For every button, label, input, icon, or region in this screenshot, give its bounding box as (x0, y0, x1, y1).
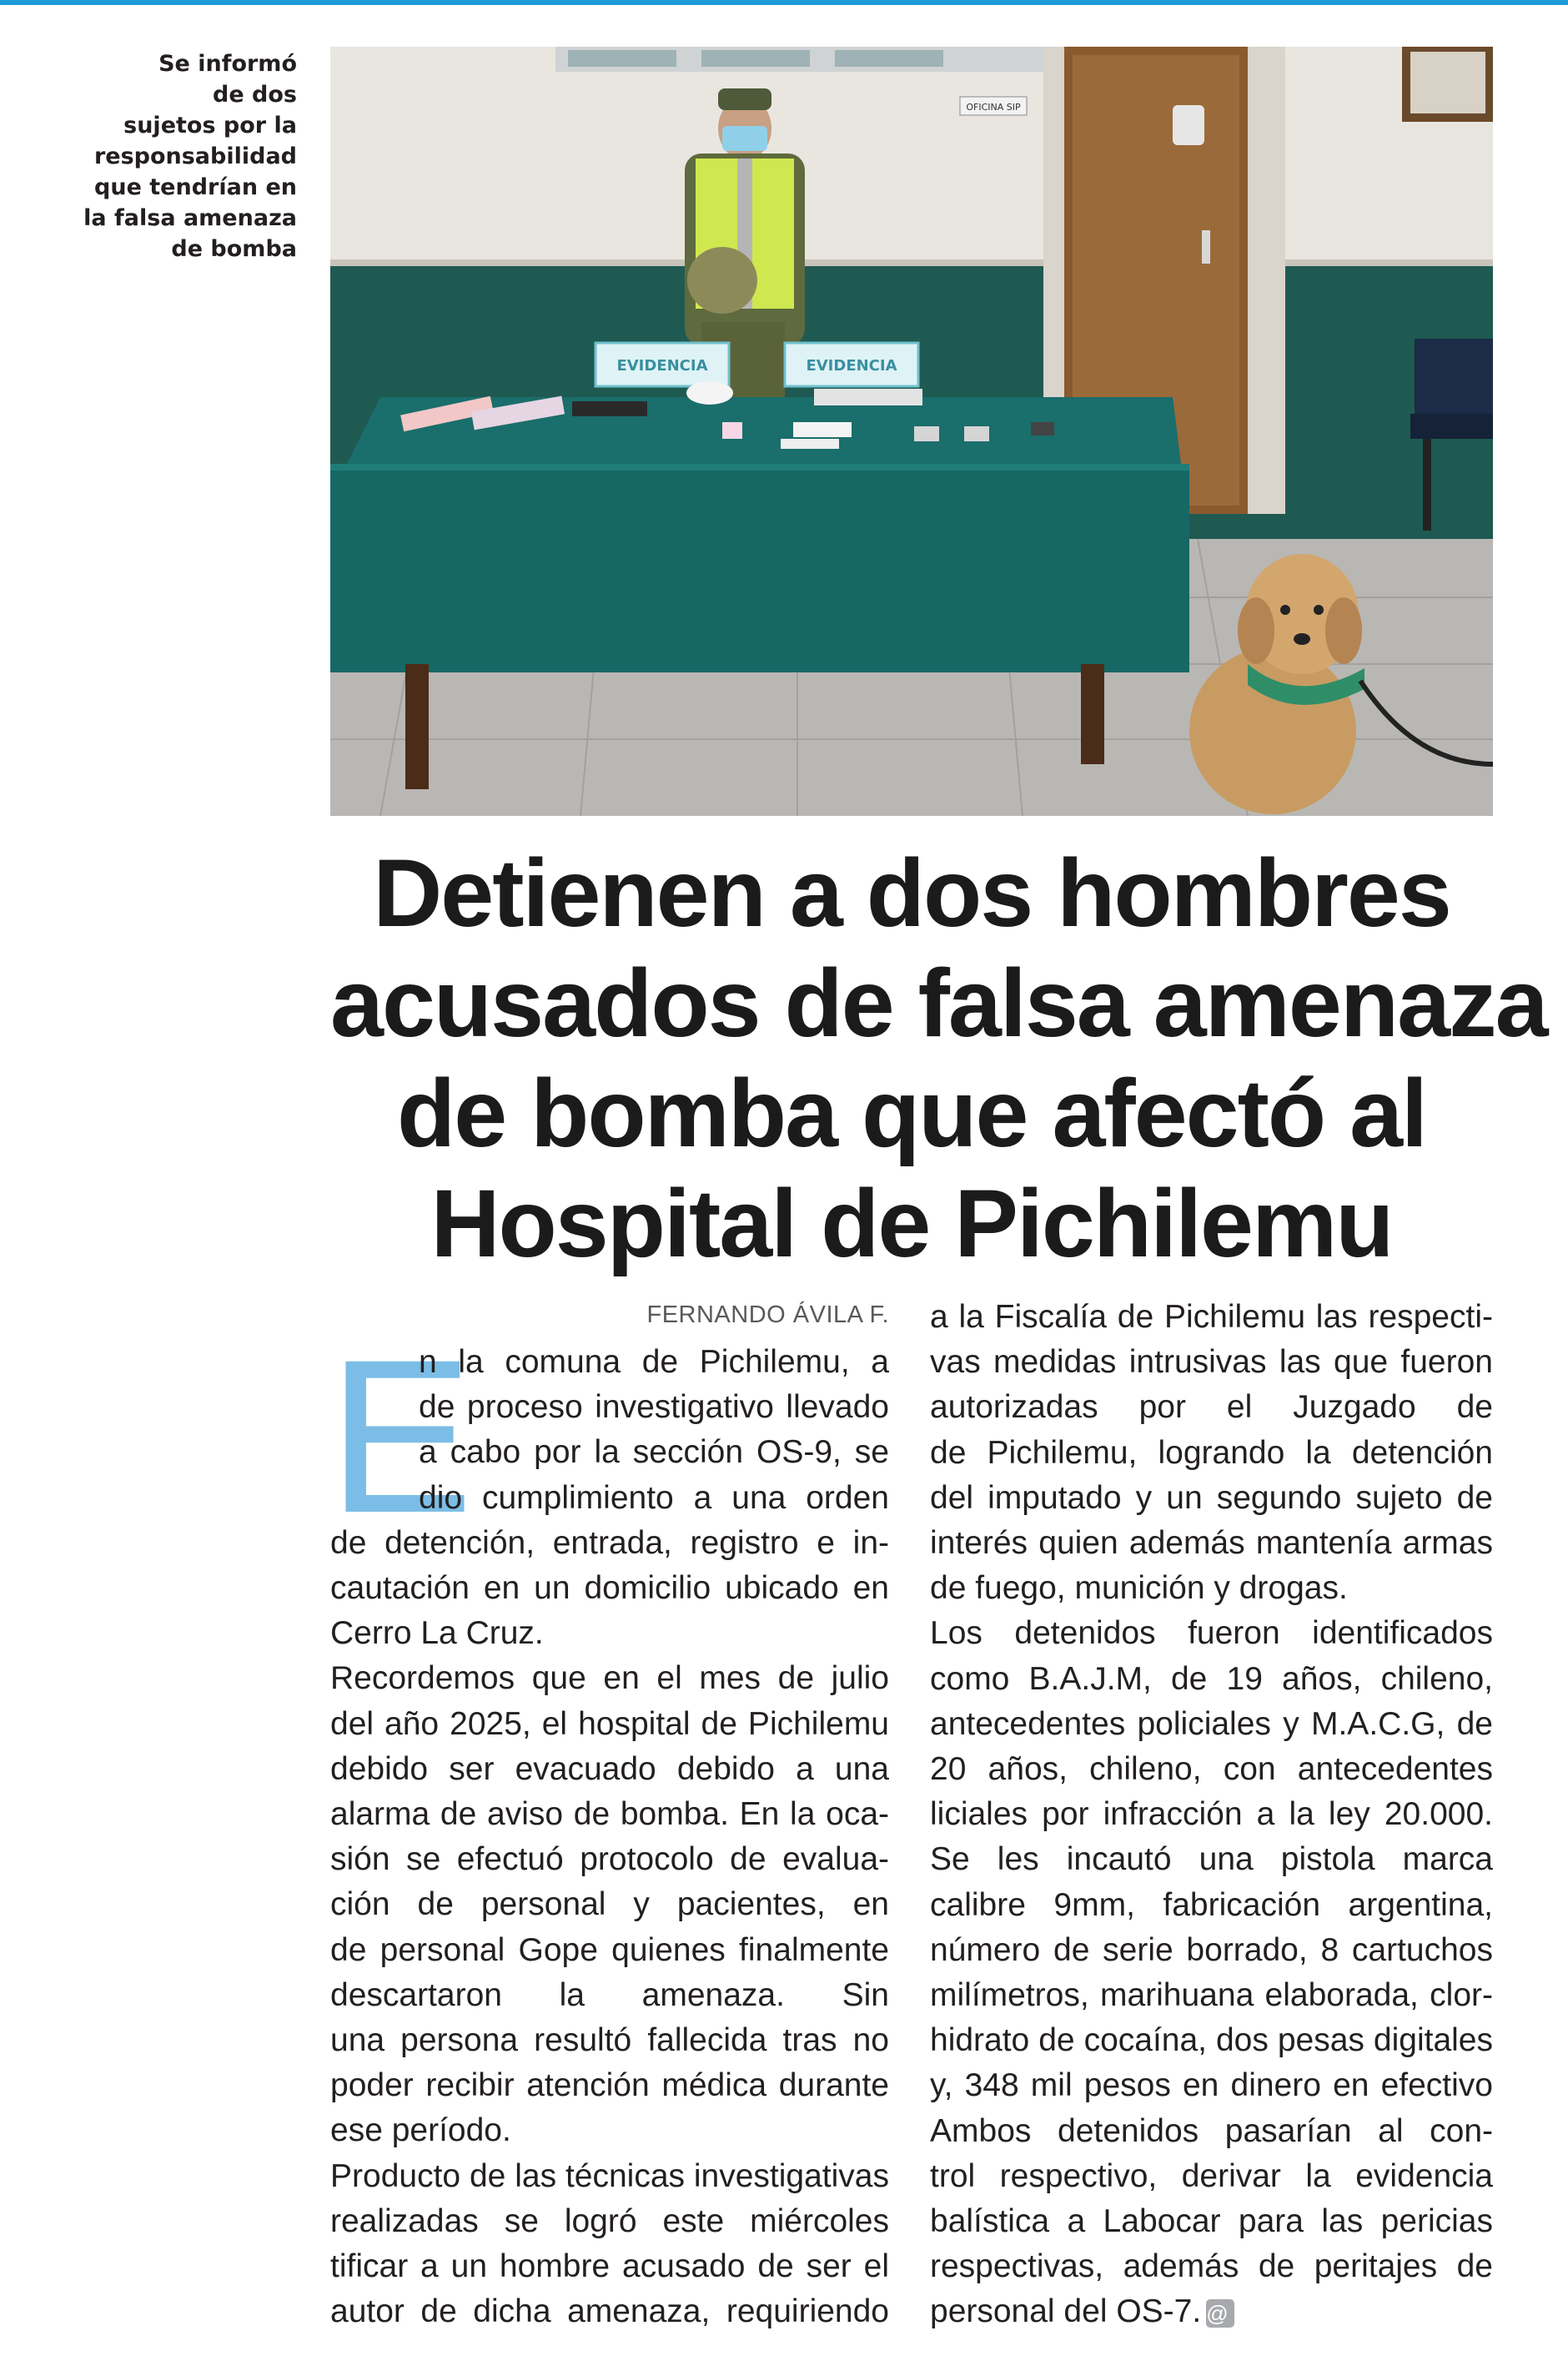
article-line: Ambos detenidos pasarían al con- (930, 2112, 1493, 2149)
article-line: como B.A.J.M, de 19 años, chileno, (930, 1660, 1493, 1697)
caption-line: de dos (213, 82, 297, 108)
article-line: Recordemos que en el mes de julio (330, 1660, 889, 1697)
article-line: Los detenidos fueron identificados (930, 1615, 1493, 1652)
article-line: alarma de aviso de bomba. En la oca- (330, 1796, 889, 1832)
article-line: realizadas se logró este miércoles (330, 2202, 889, 2239)
headline-line: de bomba que afectó al (396, 1060, 1427, 1167)
article-line: a cabo por la sección OS-9, se (419, 1434, 889, 1471)
caption-line: responsabilidad (93, 143, 297, 169)
headline-line: Detienen a dos hombres (373, 840, 1450, 947)
author-byline: FERNANDO ÁVILA F. (646, 1301, 889, 1328)
article-line: milímetros, marihuana elaborada, clor- (930, 1977, 1493, 2013)
article-line: antecedentes policiales y M.A.C.G, de (930, 1705, 1493, 1742)
article-line: poder recibir atención médica durante (330, 2067, 889, 2104)
door-sign: OFICINA SIP (966, 102, 1021, 113)
article-line: personal del OS-7. @ (930, 2289, 1493, 2334)
evidence-sign-left: EVIDENCIA (616, 357, 708, 375)
top-accent-bar (0, 0, 1568, 5)
article-line: descartaron la amenaza. Sin (330, 1976, 889, 2013)
article-line: Se les incautó una pistola marca (930, 1841, 1493, 1878)
news-photo (330, 47, 1493, 816)
article-line: número de serie borrado, 8 cartuchos (930, 1931, 1493, 1968)
caption-line: que tendrían en (94, 174, 297, 200)
article-line: 20 años, chileno, con antecedentes (930, 1751, 1493, 1787)
article-line: del imputado y un segundo sujeto de (930, 1479, 1493, 1516)
article-line: y, 348 mil pesos en dinero en efectivo (930, 2067, 1493, 2104)
article-line: del año 2025, el hospital de Pichilemu (330, 1705, 889, 1742)
article-line: n la comuna de Pichilemu, a (419, 1344, 889, 1380)
article-line: Producto de las técnicas investigativas (330, 2157, 889, 2194)
caption-line: de bomba (171, 236, 297, 262)
article-line: trol respectivo, derivar la evidencia (930, 2157, 1493, 2194)
article-line: interés quien además mantenía armas (930, 1525, 1493, 1561)
headline-line: acusados de falsa amenaza (330, 950, 1547, 1057)
article-line: tificar a un hombre acusado de ser el (330, 2248, 889, 2284)
photo-caption (33, 48, 297, 264)
drop-cap: E (328, 1314, 474, 1558)
caption-line: la falsa amenaza (83, 205, 297, 231)
article-line: ción de personal y pacientes, en (330, 1886, 889, 1923)
article-line: de proceso investigativo llevado (419, 1389, 889, 1426)
article-line: de Pichilemu, logrando la detención (930, 1434, 1493, 1471)
article-line: cautación en un domicilio ubicado en (330, 1570, 889, 1606)
article-line: de personal Gope quienes finalmente (330, 1931, 889, 1968)
headline-line: Hospital de Pichilemu (430, 1170, 1393, 1277)
article-line: autorizadas por el Juzgado de (930, 1389, 1493, 1426)
article-line: dio cumplimiento a una orden (419, 1479, 889, 1516)
article-line: de detención, entrada, registro e in- (330, 1524, 889, 1561)
article-line: a la Fiscalía de Pichilemu las respecti- (930, 1299, 1493, 1335)
article-line: debido ser evacuado debido a una (330, 1750, 889, 1787)
caption-line: Se informó (158, 51, 297, 77)
end-mark-icon: @ (1206, 2299, 1234, 2328)
article-line: hidrato de cocaína, dos pesas digitales (930, 2022, 1493, 2059)
article-line: balística a Labocar para las pericias (930, 2203, 1493, 2239)
article-line: vas medidas intrusivas las que fueron (930, 1344, 1493, 1381)
article-line: liciales por infracción a la ley 20.000. (930, 1796, 1493, 1833)
article-line: Cerro La Cruz. (330, 1615, 544, 1652)
article-line: de fuego, munición y drogas. (930, 1570, 1348, 1607)
headline (330, 838, 1547, 1279)
article-line: ese período. (330, 2112, 511, 2149)
caption-line: sujetos por la (123, 113, 297, 138)
evidence-sign-right: EVIDENCIA (806, 357, 897, 375)
article-line: autor de dicha amenaza, requiriendo (330, 2293, 889, 2330)
article-line: respectivas, además de peritajes de (930, 2248, 1493, 2285)
article-line: una persona resultó fallecida tras no (330, 2022, 889, 2058)
article-line: sión se efectuó protocolo de evalua- (330, 1841, 889, 1878)
article-line: calibre 9mm, fabricación argentina, (930, 1886, 1493, 1923)
